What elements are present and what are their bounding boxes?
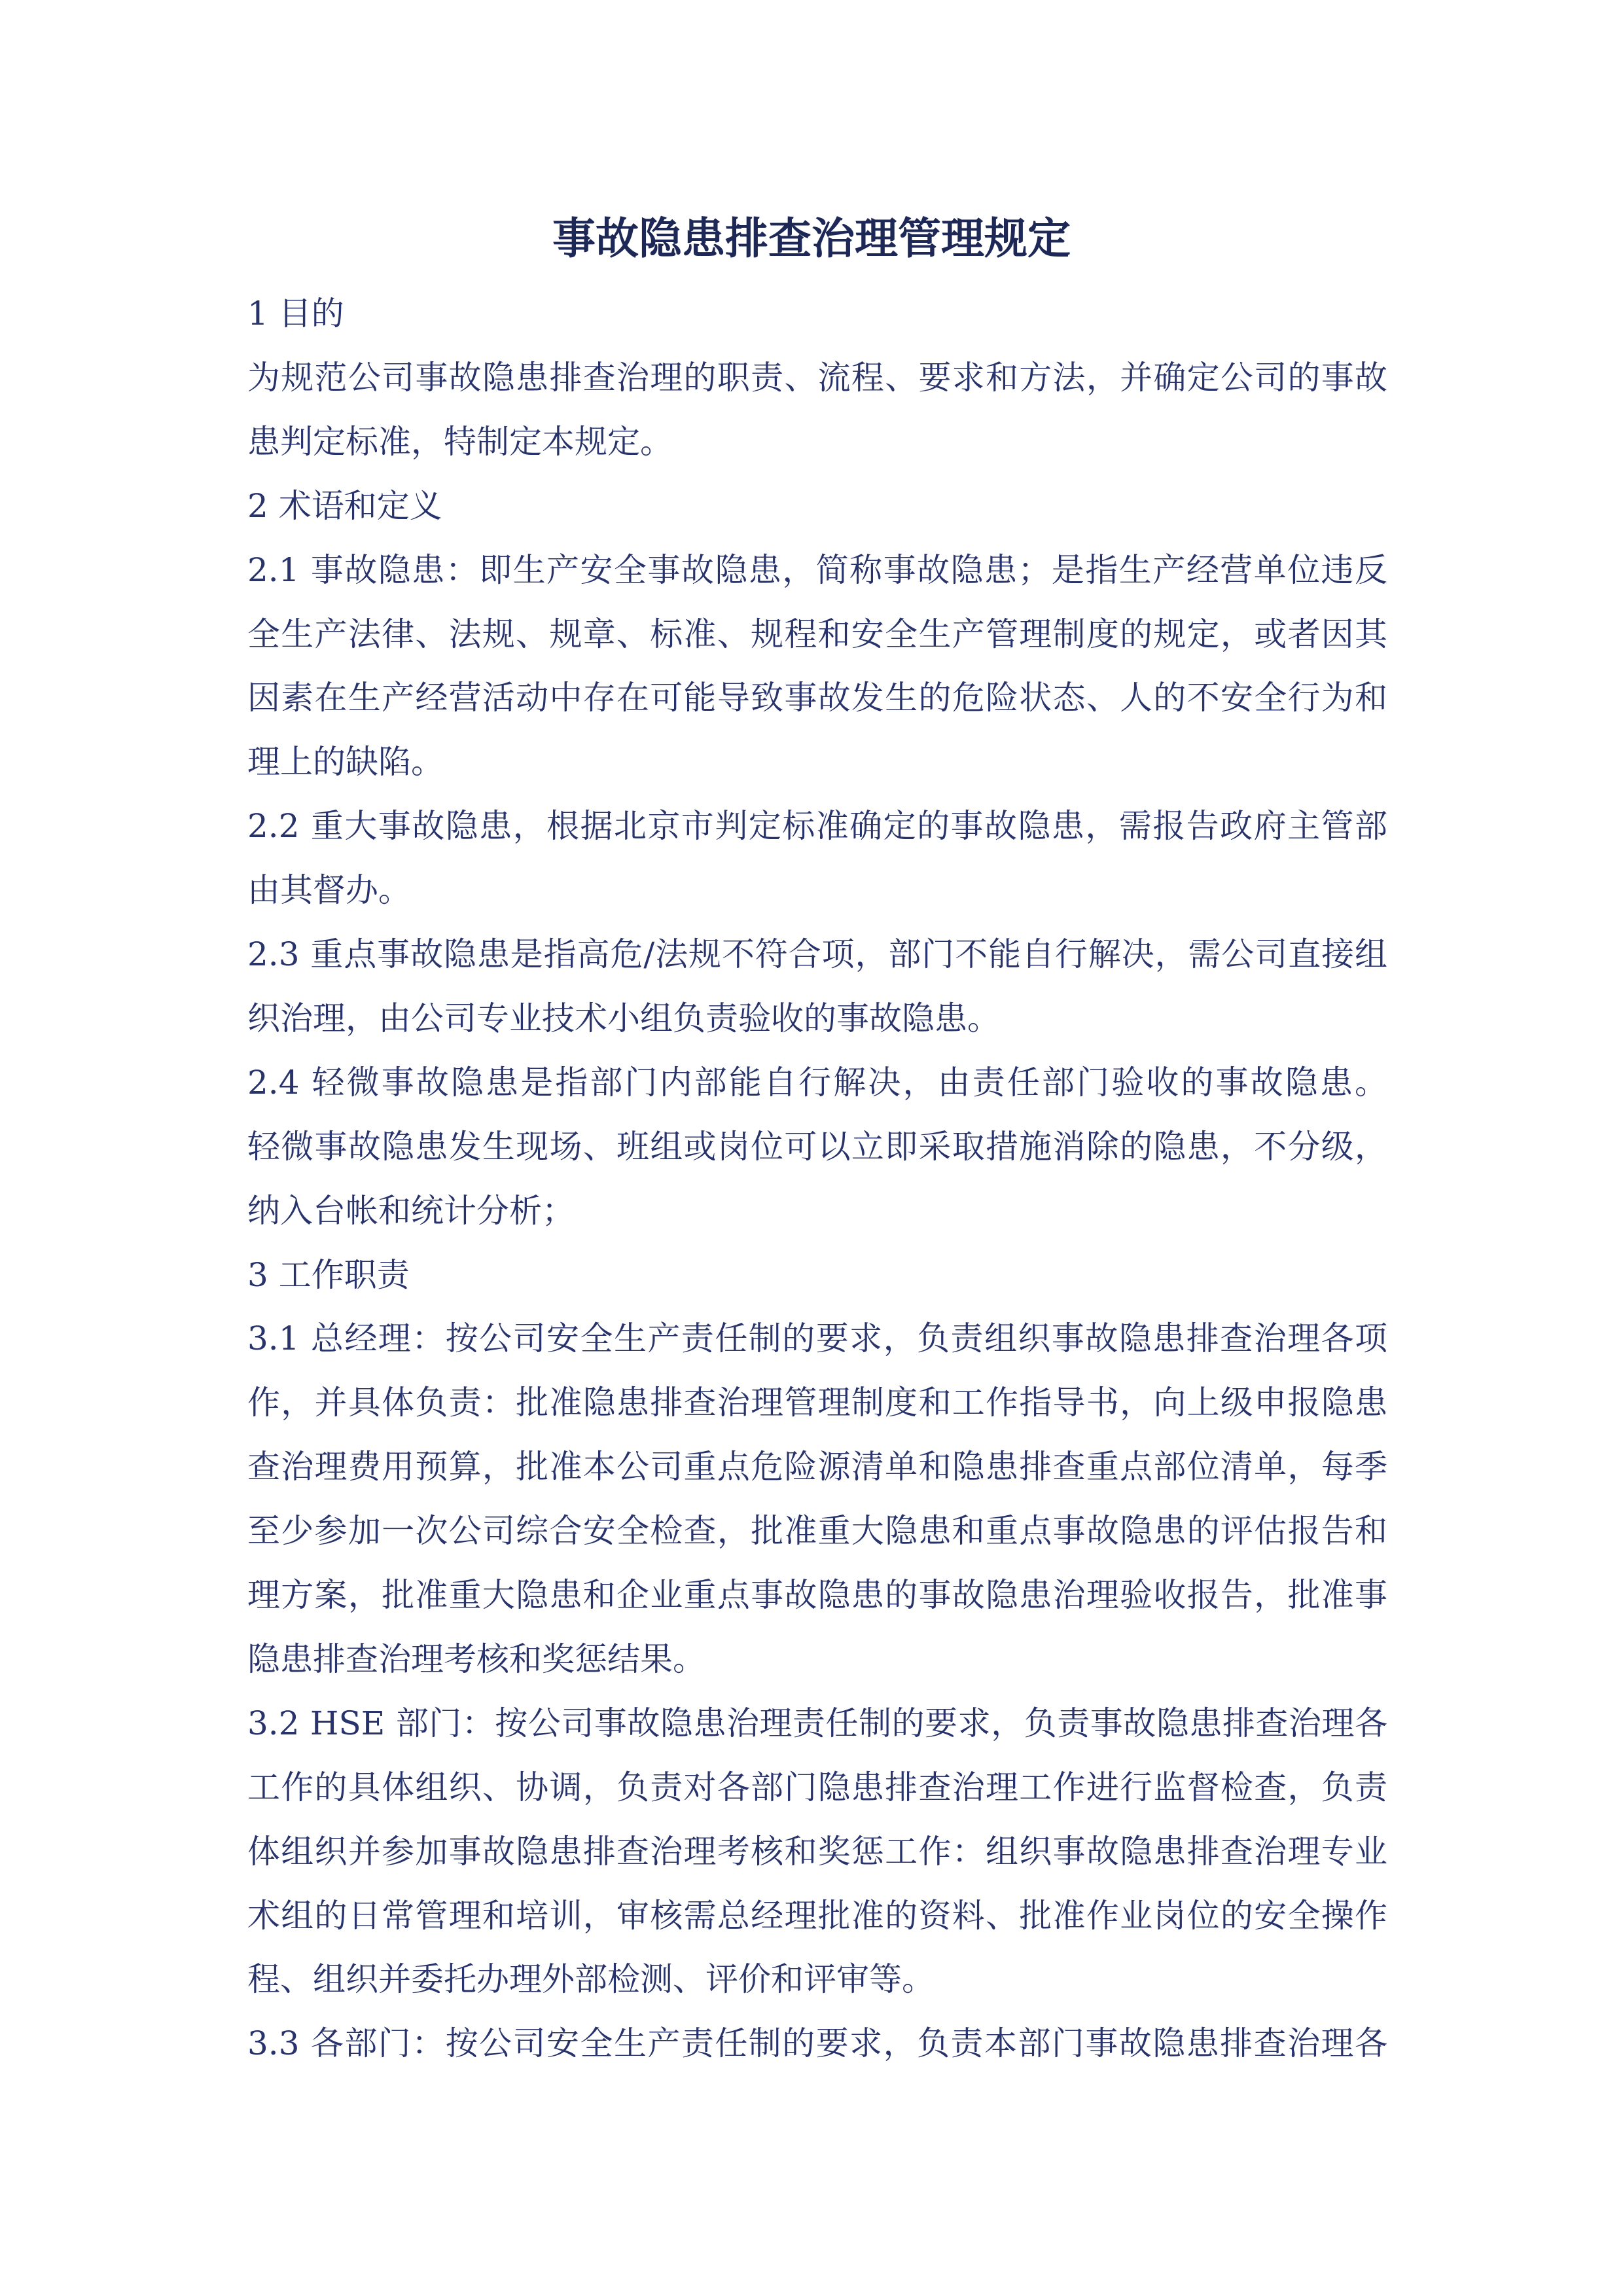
paragraph-line: 轻微事故隐患发生现场、班组或岗位可以立即采取措施消除的隐患，不分级，	[247, 1127, 1387, 1166]
paragraph-line: 全生产法律、法规、规章、标准、规程和安全生产管理制度的规定，或者因其	[247, 615, 1387, 653]
paragraph-line: 2.4 轻微事故隐患是指部门内部能自行解决，由责任部门验收的事故隐患。	[247, 1063, 1387, 1102]
paragraph-line: 2.3 重点事故隐患是指高危/法规不符合项，部门不能自行解决，需公司直接组	[247, 935, 1387, 973]
document-title: 事故隐患排查治理管理规定	[552, 213, 1071, 264]
paragraph-line: 3.3 各部门：按公司安全生产责任制的要求，负责本部门事故隐患排查治理各	[247, 2024, 1387, 2063]
paragraph-line: 3.2 HSE 部门：按公司事故隐患治理责任制的要求，负责事故隐患排查治理各	[247, 1704, 1387, 1742]
paragraph-line: 由其督办。	[247, 871, 411, 910]
paragraph-line: 理上的缺陷。	[247, 743, 444, 781]
paragraph-line: 为规范公司事故隐患排查治理的职责、流程、要求和方法，并确定公司的事故	[247, 358, 1387, 397]
section-heading: 2 术语和定义	[247, 486, 442, 525]
paragraph-line: 至少参加一次公司综合安全检查，批准重大隐患和重点事故隐患的评估报告和	[247, 1512, 1387, 1551]
paragraph-line: 患判定标准，特制定本规定。	[247, 422, 673, 461]
paragraph-line: 2.2 重大事故隐患，根据北京市判定标准确定的事故隐患，需报告政府主管部	[247, 807, 1387, 846]
paragraph-line: 3.1 总经理：按公司安全生产责任制的要求，负责组织事故隐患排查治理各项	[247, 1319, 1387, 1358]
paragraph-line: 2.1 事故隐患：即生产安全事故隐患，简称事故隐患；是指生产经营单位违反	[247, 550, 1387, 589]
paragraph-line: 查治理费用预算，批准本公司重点危险源清单和隐患排查重点部位清单，每季	[247, 1448, 1387, 1486]
paragraph-line: 纳入台帐和统计分析；	[247, 1191, 575, 1230]
paragraph-line: 织治理，由公司专业技术小组负责验收的事故隐患。	[247, 999, 1000, 1037]
paragraph-line: 术组的日常管理和培训，审核需总经理批准的资料、批准作业岗位的安全操作	[247, 1896, 1387, 1935]
paragraph-line: 因素在生产经营活动中存在可能导致事故发生的危险状态、人的不安全行为和	[247, 679, 1387, 717]
paragraph-line: 作，并具体负责：批准隐患排查治理管理制度和工作指导书，向上级申报隐患	[247, 1384, 1387, 1422]
section-heading: 3 工作职责	[247, 1255, 410, 1294]
section-heading: 1 目的	[247, 295, 344, 332]
paragraph-line: 隐患排查治理考核和奖惩结果。	[247, 1640, 705, 1678]
paragraph-line: 理方案，批准重大隐患和企业重点事故隐患的事故隐患治理验收报告，批准事	[247, 1576, 1387, 1614]
paragraph-line: 体组织并参加事故隐患排查治理考核和奖惩工作：组织事故隐患排查治理专业	[247, 1832, 1387, 1871]
paragraph-line: 程、组织并委托办理外部检测、评价和评审等。	[247, 1960, 935, 1999]
paragraph-line: 工作的具体组织、协调，负责对各部门隐患排查治理工作进行监督检查，负责	[247, 1768, 1387, 1806]
